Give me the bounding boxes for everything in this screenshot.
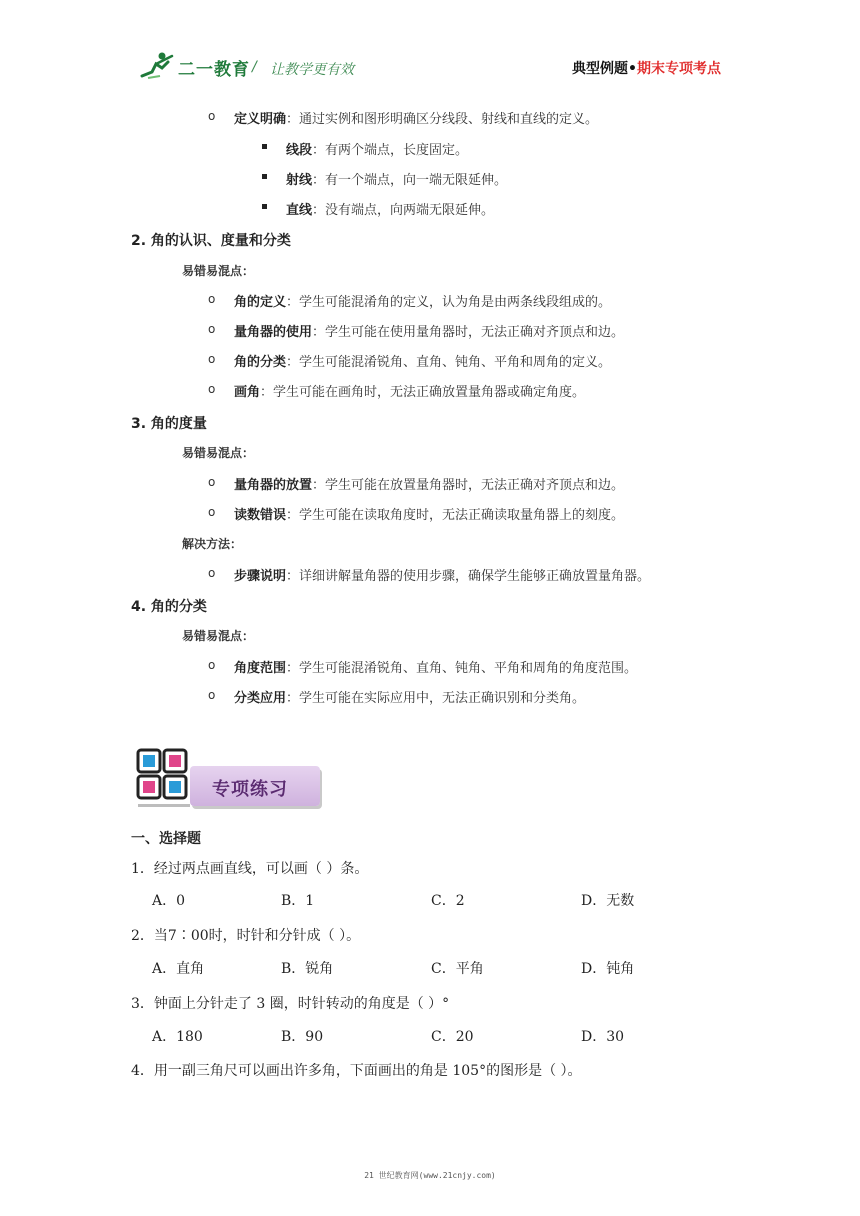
- item-text: ：学生可能在放置量角器时，无法正确对齐顶点和边。: [312, 478, 625, 493]
- header-title: [572, 58, 721, 78]
- slogan-separator: /: [252, 59, 257, 75]
- item-label: 角度范围: [234, 661, 287, 676]
- header-title-part1: 典型例题: [572, 61, 628, 77]
- circle-bullet-icon: o: [208, 109, 216, 123]
- question-stem: 3．钟面上分针走了 3 圈，时针转动的角度是（ ）°: [131, 996, 450, 1012]
- list-item: [234, 381, 585, 400]
- option: B．90: [281, 1029, 324, 1045]
- circle-bullet-icon: o: [208, 566, 216, 580]
- logo-runner-icon: [140, 50, 176, 80]
- item-label: 读数错误: [234, 508, 287, 523]
- item-label: 步骤说明: [234, 569, 287, 584]
- section-heading: 3. 角的度量: [131, 416, 207, 432]
- item-text: ：学生可能在画角时，无法正确放置量角器或确定角度。: [260, 385, 586, 400]
- item-text: ：学生可能混淆锐角、直角、钝角、平角和周角的角度范围。: [286, 661, 638, 676]
- item-label: 线段: [286, 143, 313, 158]
- list-item: [234, 474, 624, 493]
- header-title-part2: 期末专项考点: [636, 61, 721, 77]
- list-item: [286, 199, 494, 218]
- item-text: ：详细讲解量角器的使用步骤，确保学生能够正确放置量角器。: [286, 569, 651, 584]
- section-heading: 2. 角的认识、度量和分类: [131, 233, 291, 249]
- list-item: [234, 504, 624, 523]
- option: C．20: [431, 1029, 474, 1045]
- definition-label: 定义明确: [234, 112, 287, 127]
- square-bullet-icon: [262, 144, 267, 149]
- option: D．无数: [581, 893, 635, 909]
- circle-bullet-icon: o: [208, 475, 216, 489]
- item-label: 直线: [286, 203, 313, 218]
- circle-bullet-icon: o: [208, 292, 216, 306]
- list-item: [286, 169, 507, 188]
- subheading: 解决方法：: [182, 537, 243, 551]
- item-text: ：没有端点，向两端无限延伸。: [312, 203, 495, 218]
- puzzle-blocks-icon: [136, 746, 192, 808]
- item-label: 画角: [234, 385, 261, 400]
- option: C．平角: [431, 961, 484, 977]
- option: A．0: [152, 893, 186, 909]
- list-item: [234, 291, 611, 310]
- option: D．钝角: [581, 961, 635, 977]
- option: B．1: [281, 893, 315, 909]
- section-heading: 4. 角的分类: [131, 599, 207, 615]
- item-text: ：学生可能在实际应用中，无法正确识别和分类角。: [286, 691, 586, 706]
- item-label: 射线: [286, 173, 313, 188]
- item-label: 量角器的放置: [234, 478, 313, 493]
- circle-bullet-icon: o: [208, 505, 216, 519]
- banner-title: 专项练习: [212, 779, 288, 800]
- list-item: [234, 321, 624, 340]
- page-footer: 21 世纪教育网(www.21cnjy.com): [364, 1171, 496, 1180]
- item-text: ：学生可能混淆角的定义，认为角是由两条线段组成的。: [286, 295, 612, 310]
- subheading: 易错易混点：: [182, 629, 255, 643]
- subheading: 易错易混点：: [182, 446, 255, 460]
- option: A．180: [152, 1029, 203, 1045]
- item-text: ：学生可能在读取角度时，无法正确读取量角器上的刻度。: [286, 508, 625, 523]
- list-item: [234, 657, 637, 676]
- item-label: 角的分类: [234, 355, 287, 370]
- exercise-section-title: 一、选择题: [131, 831, 201, 847]
- square-bullet-icon: [262, 204, 267, 209]
- option: D．30: [581, 1029, 625, 1045]
- item-text: ：学生可能混淆锐角、直角、钝角、平角和周角的定义。: [286, 355, 612, 370]
- brand-slogan: 让教学更有效: [270, 62, 354, 78]
- square-bullet-icon: [262, 174, 267, 179]
- circle-bullet-icon: o: [208, 322, 216, 336]
- item-text: ：有一个端点，向一端无限延伸。: [312, 173, 508, 188]
- circle-bullet-icon: o: [208, 352, 216, 366]
- item-text: ：学生可能在使用量角器时，无法正确对齐顶点和边。: [312, 325, 625, 340]
- item-text: ：有两个端点，长度固定。: [312, 143, 469, 158]
- item-label: 分类应用: [234, 691, 287, 706]
- definition-line: [234, 108, 598, 127]
- circle-bullet-icon: o: [208, 658, 216, 672]
- header-title-dot: •: [628, 61, 637, 77]
- option: A．直角: [152, 961, 205, 977]
- brand-logo-text: 二一教育: [178, 60, 250, 80]
- option: C．2: [431, 893, 465, 909]
- definition-text: ：通过实例和图形明确区分线段、射线和直线的定义。: [286, 112, 599, 127]
- list-item: [286, 139, 468, 158]
- question-stem: 1．经过两点画直线，可以画（ ）条。: [131, 861, 369, 877]
- circle-bullet-icon: o: [208, 382, 216, 396]
- question-stem: 4．用一副三角尺可以画出许多角，下面画出的角是 105°的图形是（ ）。: [131, 1063, 582, 1079]
- list-item: [234, 351, 611, 370]
- item-label: 量角器的使用: [234, 325, 313, 340]
- list-item: [234, 687, 585, 706]
- question-stem: 2．当7∶00时，时针和分针成（ ）。: [131, 928, 361, 944]
- item-label: 角的定义: [234, 295, 287, 310]
- list-item: [234, 565, 650, 584]
- option: B．锐角: [281, 961, 334, 977]
- subheading: 易错易混点：: [182, 264, 255, 278]
- circle-bullet-icon: o: [208, 688, 216, 702]
